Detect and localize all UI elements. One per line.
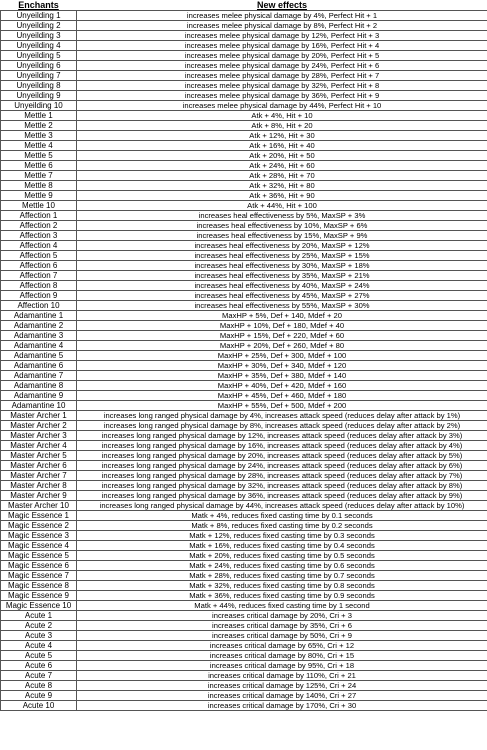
enchant-name: Master Archer 5 xyxy=(1,451,77,461)
enchant-effect: MaxHP + 45%, Def + 460, Mdef + 180 xyxy=(77,391,487,401)
table-row xyxy=(1,141,487,151)
table-row xyxy=(1,191,487,201)
enchant-name: Master Archer 1 xyxy=(1,411,77,421)
enchant-effect: increases melee physical damage by 32%, Perfect Hit + 8 xyxy=(77,81,487,91)
enchant-effect: increases heal effectiveness by 5%, MaxSP + 3% xyxy=(77,211,487,221)
enchant-effect: Atk + 8%, Hit + 20 xyxy=(77,121,487,131)
enchant-name: Unyeilding 4 xyxy=(1,41,77,51)
table-row xyxy=(1,271,487,281)
enchant-name: Affection 8 xyxy=(1,281,77,291)
enchant-name: Master Archer 8 xyxy=(1,481,77,491)
enchant-effect: increases critical damage by 110%, Cri + 21 xyxy=(77,671,487,681)
enchant-name: Magic Essence 9 xyxy=(1,591,77,601)
table-row xyxy=(1,51,487,61)
enchant-name: Master Archer 3 xyxy=(1,431,77,441)
table-row xyxy=(1,161,487,171)
enchant-effect: Matk + 36%, reduces fixed casting time by 0.9 seconds xyxy=(77,591,487,601)
table-row xyxy=(1,261,487,271)
enchant-effect: increases melee physical damage by 44%, Perfect Hit + 10 xyxy=(77,101,487,111)
enchant-effect: increases heal effectiveness by 35%, MaxSP + 21% xyxy=(77,271,487,281)
enchant-effect: Matk + 12%, reduces fixed casting time by 0.3 seconds xyxy=(77,531,487,541)
enchant-effect: increases melee physical damage by 24%, Perfect Hit + 6 xyxy=(77,61,487,71)
enchant-name: Magic Essence 4 xyxy=(1,541,77,551)
enchant-effect: Matk + 32%, reduces fixed casting time by 0.8 seconds xyxy=(77,581,487,591)
enchant-name: Unyeilding 7 xyxy=(1,71,77,81)
table-row xyxy=(1,71,487,81)
table-row xyxy=(1,371,487,381)
enchant-name: Mettle 9 xyxy=(1,191,77,201)
table-row xyxy=(1,341,487,351)
enchant-effect: Atk + 4%, Hit + 10 xyxy=(77,111,487,121)
enchant-effect: increases heal effectiveness by 10%, MaxSP + 6% xyxy=(77,221,487,231)
table-row xyxy=(1,581,487,591)
table-row xyxy=(1,111,487,121)
enchant-name: Mettle 4 xyxy=(1,141,77,151)
table-row xyxy=(1,291,487,301)
enchant-effect: Matk + 24%, reduces fixed casting time by 0.6 seconds xyxy=(77,561,487,571)
table-row xyxy=(1,531,487,541)
enchant-name: Mettle 5 xyxy=(1,151,77,161)
table-row xyxy=(1,511,487,521)
enchant-effect: increases melee physical damage by 8%, Perfect Hit + 2 xyxy=(77,21,487,31)
table-row xyxy=(1,211,487,221)
table-row xyxy=(1,351,487,361)
enchant-effect: increases long ranged physical damage by 36%, increases attack speed (reduces delay after attack by 9%) xyxy=(77,491,487,501)
enchant-name: Adamantine 5 xyxy=(1,351,77,361)
enchant-effect: MaxHP + 55%, Def + 500, Mdef + 200 xyxy=(77,401,487,411)
enchant-effect: increases heal effectiveness by 45%, MaxSP + 27% xyxy=(77,291,487,301)
enchant-effect: Matk + 20%, reduces fixed casting time by 0.5 seconds xyxy=(77,551,487,561)
enchant-effect: MaxHP + 25%, Def + 300, Mdef + 100 xyxy=(77,351,487,361)
enchant-name: Mettle 1 xyxy=(1,111,77,121)
enchant-name: Magic Essence 2 xyxy=(1,521,77,531)
enchant-effect: Matk + 28%, reduces fixed casting time by 0.7 seconds xyxy=(77,571,487,581)
table-row xyxy=(1,461,487,471)
table-row xyxy=(1,331,487,341)
enchant-name: Master Archer 4 xyxy=(1,441,77,451)
enchant-effect: Matk + 8%, reduces fixed casting time by 0.2 seconds xyxy=(77,521,487,531)
table-row xyxy=(1,31,487,41)
enchant-name: Mettle 3 xyxy=(1,131,77,141)
table-row xyxy=(1,671,487,681)
enchant-name: Adamantine 6 xyxy=(1,361,77,371)
enchant-effect: MaxHP + 15%, Def + 220, Mdef + 60 xyxy=(77,331,487,341)
enchant-effect: increases long ranged physical damage by 44%, increases attack speed (reduces delay after attack by 10%) xyxy=(77,501,487,511)
enchant-name: Master Archer 2 xyxy=(1,421,77,431)
enchant-effect: increases melee physical damage by 16%, Perfect Hit + 4 xyxy=(77,41,487,51)
table-row xyxy=(1,411,487,421)
enchant-effect: increases long ranged physical damage by 12%, increases attack speed (reduces delay after attack by 3%) xyxy=(77,431,487,441)
enchant-effect: MaxHP + 35%, Def + 380, Mdef + 140 xyxy=(77,371,487,381)
enchant-name: Mettle 8 xyxy=(1,181,77,191)
enchant-name: Unyeilding 6 xyxy=(1,61,77,71)
enchant-name: Unyeilding 2 xyxy=(1,21,77,31)
enchant-name: Adamantine 10 xyxy=(1,401,77,411)
effects-header: New effects xyxy=(256,0,308,10)
enchant-name: Master Archer 10 xyxy=(1,501,77,511)
enchants-header: Enchants xyxy=(18,0,59,10)
enchant-effect: increases critical damage by 170%, Cri + 30 xyxy=(77,701,487,711)
table-row xyxy=(1,131,487,141)
enchant-effect: increases heal effectiveness by 30%, MaxSP + 18% xyxy=(77,261,487,271)
enchant-name: Master Archer 6 xyxy=(1,461,77,471)
enchant-name: Magic Essence 3 xyxy=(1,531,77,541)
enchant-effect: MaxHP + 30%, Def + 340, Mdef + 120 xyxy=(77,361,487,371)
enchant-effect: increases long ranged physical damage by 8%, increases attack speed (reduces delay after attack by 2%) xyxy=(77,421,487,431)
enchant-name: Affection 3 xyxy=(1,231,77,241)
table-row xyxy=(1,151,487,161)
enchant-name: Affection 5 xyxy=(1,251,77,261)
enchant-effect: increases melee physical damage by 12%, Perfect Hit + 3 xyxy=(77,31,487,41)
table-row xyxy=(1,681,487,691)
table-row xyxy=(1,631,487,641)
enchant-name: Acute 10 xyxy=(1,701,77,711)
enchant-name: Adamantine 3 xyxy=(1,331,77,341)
enchant-effect: Atk + 24%, Hit + 60 xyxy=(77,161,487,171)
table-row xyxy=(1,101,487,111)
enchant-effect: increases melee physical damage by 36%, Perfect Hit + 9 xyxy=(77,91,487,101)
enchant-effect: increases critical damage by 20%, Cri + 3 xyxy=(77,611,487,621)
enchant-effect: increases melee physical damage by 28%, Perfect Hit + 7 xyxy=(77,71,487,81)
enchant-name: Acute 6 xyxy=(1,661,77,671)
enchant-name: Mettle 6 xyxy=(1,161,77,171)
enchant-effect: increases long ranged physical damage by 4%, increases attack speed (reduces delay after attack by 1%) xyxy=(77,411,487,421)
table-row xyxy=(1,521,487,531)
enchant-name: Affection 2 xyxy=(1,221,77,231)
enchant-effect: Atk + 32%, Hit + 80 xyxy=(77,181,487,191)
table-row xyxy=(1,171,487,181)
table-row xyxy=(1,621,487,631)
enchant-name: Acute 3 xyxy=(1,631,77,641)
enchant-name: Unyeilding 9 xyxy=(1,91,77,101)
enchant-name: Unyeilding 10 xyxy=(1,101,77,111)
table-row xyxy=(1,361,487,371)
enchant-effect: increases critical damage by 80%, Cri + 15 xyxy=(77,651,487,661)
table-row xyxy=(1,491,487,501)
enchant-name: Mettle 10 xyxy=(1,201,77,211)
enchant-name: Acute 5 xyxy=(1,651,77,661)
enchant-effect: Atk + 20%, Hit + 50 xyxy=(77,151,487,161)
enchant-name: Unyeilding 5 xyxy=(1,51,77,61)
enchant-name: Adamantine 8 xyxy=(1,381,77,391)
enchant-name: Adamantine 7 xyxy=(1,371,77,381)
table-row xyxy=(1,501,487,511)
enchant-effect: Atk + 36%, Hit + 90 xyxy=(77,191,487,201)
enchant-effect: increases melee physical damage by 20%, Perfect Hit + 5 xyxy=(77,51,487,61)
table-row xyxy=(1,11,487,21)
enchant-effect: Atk + 16%, Hit + 40 xyxy=(77,141,487,151)
enchant-effect: increases critical damage by 125%, Cri + 24 xyxy=(77,681,487,691)
table-row xyxy=(1,91,487,101)
enchant-effect: increases long ranged physical damage by 32%, increases attack speed (reduces delay after attack by 8%) xyxy=(77,481,487,491)
enchant-effect: increases critical damage by 35%, Cri + 6 xyxy=(77,621,487,631)
enchant-effect: increases heal effectiveness by 15%, MaxSP + 9% xyxy=(77,231,487,241)
enchant-name: Master Archer 7 xyxy=(1,471,77,481)
table-row xyxy=(1,61,487,71)
enchant-effect: increases long ranged physical damage by 24%, increases attack speed (reduces delay after attack by 6%) xyxy=(77,461,487,471)
enchant-name: Magic Essence 8 xyxy=(1,581,77,591)
enchant-name: Adamantine 9 xyxy=(1,391,77,401)
table-row xyxy=(1,701,487,711)
enchant-name: Unyeilding 8 xyxy=(1,81,77,91)
table-row xyxy=(1,81,487,91)
enchant-name: Adamantine 2 xyxy=(1,321,77,331)
table-row xyxy=(1,391,487,401)
enchant-name: Affection 7 xyxy=(1,271,77,281)
table-row xyxy=(1,471,487,481)
enchant-effect: Matk + 16%, reduces fixed casting time by 0.4 seconds xyxy=(77,541,487,551)
table-row xyxy=(1,451,487,461)
enchant-name: Magic Essence 1 xyxy=(1,511,77,521)
enchant-effect: Atk + 28%, Hit + 70 xyxy=(77,171,487,181)
table-row xyxy=(1,481,487,491)
table-row xyxy=(1,301,487,311)
enchant-name: Unyeilding 1 xyxy=(1,11,77,21)
enchant-effect: increases long ranged physical damage by 28%, increases attack speed (reduces delay after attack by 7%) xyxy=(77,471,487,481)
enchant-name: Acute 9 xyxy=(1,691,77,701)
enchant-name: Affection 9 xyxy=(1,291,77,301)
table-row xyxy=(1,41,487,51)
enchant-effect: increases long ranged physical damage by 16%, increases attack speed (reduces delay after attack by 4%) xyxy=(77,441,487,451)
enchant-name: Magic Essence 5 xyxy=(1,551,77,561)
enchant-effect: increases long ranged physical damage by 20%, increases attack speed (reduces delay after attack by 5%) xyxy=(77,451,487,461)
enchant-effect: increases heal effectiveness by 25%, MaxSP + 15% xyxy=(77,251,487,261)
table-row xyxy=(1,611,487,621)
table-row xyxy=(1,691,487,701)
enchant-name: Affection 10 xyxy=(1,301,77,311)
table-row xyxy=(1,541,487,551)
enchant-effect: increases critical damage by 50%, Cri + 9 xyxy=(77,631,487,641)
enchant-effect: increases heal effectiveness by 55%, MaxSP + 30% xyxy=(77,301,487,311)
table-row xyxy=(1,641,487,651)
table-row xyxy=(1,321,487,331)
table-row xyxy=(1,281,487,291)
table-row xyxy=(1,401,487,411)
table-row xyxy=(1,431,487,441)
enchant-name: Magic Essence 7 xyxy=(1,571,77,581)
enchant-effect: increases critical damage by 140%, Cri + 27 xyxy=(77,691,487,701)
table-row xyxy=(1,421,487,431)
enchant-name: Unyeilding 3 xyxy=(1,31,77,41)
enchant-name: Magic Essence 10 xyxy=(1,601,77,611)
table-row xyxy=(1,121,487,131)
table-row xyxy=(1,561,487,571)
enchant-name: Magic Essence 6 xyxy=(1,561,77,571)
enchant-name: Affection 6 xyxy=(1,261,77,271)
enchant-rows xyxy=(1,11,487,711)
enchant-effect: MaxHP + 40%, Def + 420, Mdef + 160 xyxy=(77,381,487,391)
table-row xyxy=(1,441,487,451)
enchant-name: Acute 7 xyxy=(1,671,77,681)
enchant-effect: MaxHP + 10%, Def + 180, Mdef + 40 xyxy=(77,321,487,331)
enchant-effect: increases critical damage by 95%, Cri + 18 xyxy=(77,661,487,671)
enchant-name: Acute 8 xyxy=(1,681,77,691)
table-row xyxy=(1,551,487,561)
enchant-effect: Atk + 12%, Hit + 30 xyxy=(77,131,487,141)
table-row xyxy=(1,601,487,611)
header-row xyxy=(1,0,487,11)
enchant-name: Master Archer 9 xyxy=(1,491,77,501)
enchant-name: Mettle 7 xyxy=(1,171,77,181)
table-row xyxy=(1,571,487,581)
enchant-name: Affection 4 xyxy=(1,241,77,251)
enchant-effect: increases heal effectiveness by 20%, MaxSP + 12% xyxy=(77,241,487,251)
enchant-name: Affection 1 xyxy=(1,211,77,221)
enchant-effect: increases critical damage by 65%, Cri + 12 xyxy=(77,641,487,651)
table-row xyxy=(1,651,487,661)
enchant-effect: increases heal effectiveness by 40%, MaxSP + 24% xyxy=(77,281,487,291)
enchant-name: Adamantine 1 xyxy=(1,311,77,321)
enchant-name: Acute 4 xyxy=(1,641,77,651)
enchant-effect: Matk + 4%, reduces fixed casting time by 0.1 seconds xyxy=(77,511,487,521)
table-row xyxy=(1,221,487,231)
table-row xyxy=(1,661,487,671)
table-row xyxy=(1,21,487,31)
enchant-name: Acute 1 xyxy=(1,611,77,621)
enchant-effect: Atk + 44%, Hit + 100 xyxy=(77,201,487,211)
table-row xyxy=(1,231,487,241)
enchant-name: Adamantine 4 xyxy=(1,341,77,351)
table-row xyxy=(1,311,487,321)
table-row xyxy=(1,591,487,601)
enchant-name: Mettle 2 xyxy=(1,121,77,131)
enchant-effect: MaxHP + 5%, Def + 140, Mdef + 20 xyxy=(77,311,487,321)
table-row xyxy=(1,251,487,261)
enchant-name: Acute 2 xyxy=(1,621,77,631)
table-row xyxy=(1,241,487,251)
enchant-effect: increases melee physical damage by 4%, Perfect Hit + 1 xyxy=(77,11,487,21)
enchant-effect: MaxHP + 20%, Def + 260, Mdef + 80 xyxy=(77,341,487,351)
table-row xyxy=(1,181,487,191)
table-row xyxy=(1,201,487,211)
enchant-effect: Matk + 44%, reduces fixed casting time by 1 second xyxy=(77,601,487,611)
table-row xyxy=(1,381,487,391)
